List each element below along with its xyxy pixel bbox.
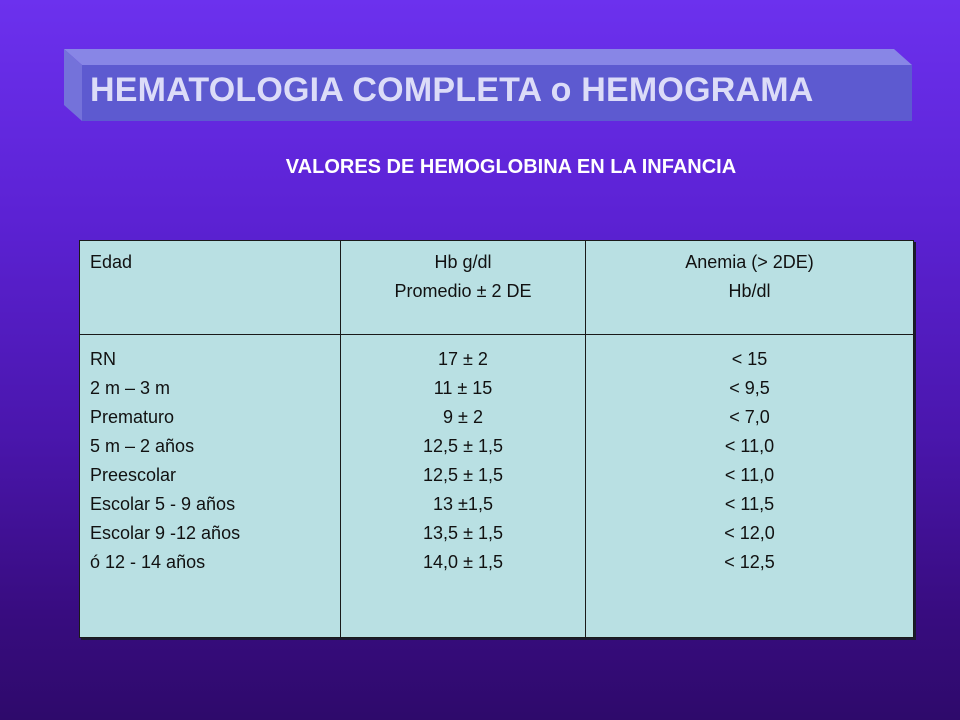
edad-value: 5 m – 2 años (90, 436, 195, 456)
anemia-value: < 12,5 (724, 552, 775, 572)
hb-value: 9 ± 2 (443, 407, 483, 427)
table-subtitle: VALORES DE HEMOGLOBINA EN LA INFANCIA (285, 156, 737, 178)
anemia-value: < 11,0 (724, 436, 775, 456)
header-hb-line1: Hb g/dl (434, 252, 492, 272)
edad-value: Escolar 9 -12 años (90, 523, 241, 543)
anemia-value: < 11,0 (724, 465, 775, 485)
anemia-column (586, 335, 914, 638)
hb-value: 13 ±1,5 (433, 494, 493, 514)
edad-value: RN (90, 349, 116, 369)
header-edad (80, 241, 341, 335)
anemia-value: < 9,5 (729, 378, 770, 398)
hb-value: 13,5 ± 1,5 (423, 523, 503, 543)
header-hb (341, 241, 586, 335)
hb-value: 11 ± 15 (433, 378, 493, 398)
hb-value: 14,0 ± 1,5 (423, 552, 503, 572)
anemia-value: < 12,0 (724, 523, 775, 543)
hb-value: 17 ± 2 (438, 349, 488, 369)
hb-column (341, 335, 586, 638)
edad-value: 2 m – 3 m (90, 378, 171, 398)
anemia-value: < 11,5 (724, 494, 775, 514)
slide-title: HEMATOLOGIA COMPLETA o HEMOGRAMA (90, 71, 814, 109)
header-anemia (586, 241, 914, 335)
header-edad-label: Edad (90, 252, 133, 272)
hemoglobin-table (79, 240, 914, 638)
header-hb-line2: Promedio ± 2 DE (394, 281, 532, 301)
edad-value: Prematuro (90, 407, 175, 427)
edad-value: ó 12 - 14 años (90, 552, 206, 572)
anemia-value: < 7,0 (729, 407, 770, 427)
anemia-value: < 15 (731, 349, 768, 369)
edad-column (80, 335, 341, 638)
edad-value: Preescolar (90, 465, 177, 485)
header-anemia-line2: Hb/dl (728, 281, 771, 301)
header-anemia-line1: Anemia (> 2DE) (685, 252, 814, 272)
table-header-row (80, 241, 914, 335)
hb-value: 12,5 ± 1,5 (423, 436, 503, 456)
hb-value: 12,5 ± 1,5 (423, 465, 503, 485)
table-body-row (80, 335, 914, 638)
edad-value: Escolar 5 - 9 años (90, 494, 236, 514)
title-banner (64, 49, 912, 121)
